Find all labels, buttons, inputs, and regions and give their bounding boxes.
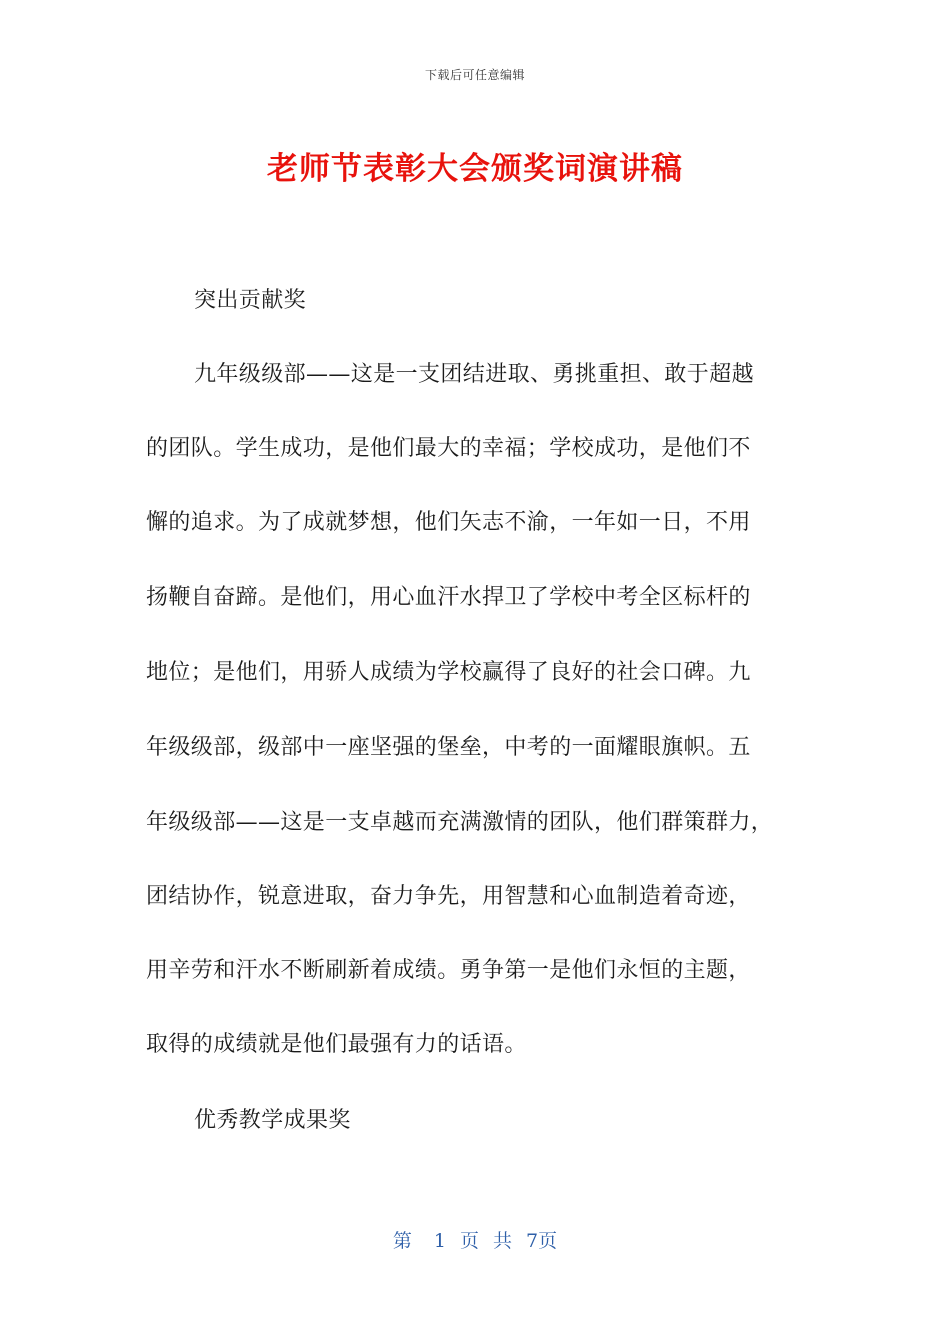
footer-total-word: 共 xyxy=(493,1230,513,1252)
paragraph-line: 年级级部，级部中一座坚强的堡垒，中考的一面耀眼旗帜。五 xyxy=(146,735,751,760)
paragraph-line: 九年级级部——这是一支团结进取、勇挑重担、敢于超越 xyxy=(194,362,755,387)
paragraph-line: 扬鞭自奋蹄。是他们，用心血汗水捍卫了学校中考全区标杆的 xyxy=(146,585,751,610)
paragraph-line: 取得的成绩就是他们最强有力的话语。 xyxy=(146,1032,527,1057)
paragraph-line: 年级级部——这是一支卓越而充满激情的团队，他们群策群力， xyxy=(146,810,774,835)
paragraph-line: 用辛劳和汗水不断刷新着成绩。勇争第一是他们永恒的主题， xyxy=(146,958,751,983)
section-heading-teaching-achievement: 优秀教学成果奖 xyxy=(194,1108,351,1133)
footer-prefix: 第 xyxy=(392,1230,412,1252)
page-footer xyxy=(0,1226,950,1253)
paragraph-line: 地位；是他们，用骄人成绩为学校赢得了良好的社会口碑。九 xyxy=(146,660,751,685)
header-note: 下载后可任意编辑 xyxy=(424,68,525,82)
section-heading-outstanding-contribution: 突出贡献奖 xyxy=(194,288,307,313)
paragraph-line: 的团队。学生成功，是他们最大的幸福；学校成功，是他们不 xyxy=(146,436,751,461)
footer-total-pages: 7页 xyxy=(526,1230,558,1252)
footer-page-word: 页 xyxy=(459,1230,479,1252)
footer-current-page: 1 xyxy=(433,1230,446,1252)
paragraph-line: 团结协作，锐意进取，奋力争先，用智慧和心血制造着奇迹， xyxy=(146,884,751,909)
document-title: 老师节表彰大会颁奖词演讲稿 xyxy=(267,151,683,187)
paragraph-line: 懈的追求。为了成就梦想，他们矢志不渝，一年如一日，不用 xyxy=(146,510,751,535)
